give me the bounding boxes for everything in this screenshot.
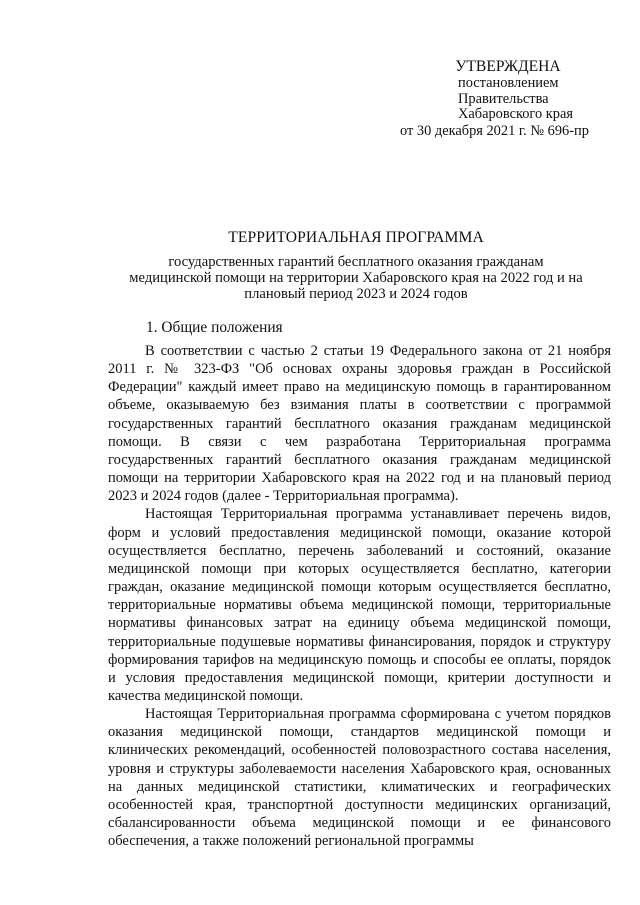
approval-line: Правительства xyxy=(458,90,549,107)
section-heading: 1. Общие положения xyxy=(146,319,283,336)
body-text xyxy=(108,342,611,850)
title-block xyxy=(96,228,616,302)
paragraph: В соответствии с частью 2 статьи 19 Федерального закона от 21 ноября 2011 г. № 323-ФЗ "Об основах охраны здоровья граждан в Российской Федерации" каждый имеет право на медицинскую помощь в гарантированном объеме, оказываемую без взимания платы в соответствии с программой государственных гарантий бесплатного оказания гражданам медицинской помощи. В связи с чем разработана Территориальная программа государственных гарантий бесплатного оказания гражданам медицинской помощи на территории Хабаровского края на 2022 год и на плановый период 2023 и 2024 годов (далее - Территориальная программа). xyxy=(108,343,611,505)
document-subtitle xyxy=(96,255,616,302)
document-title: ТЕРРИТОРИАЛЬНАЯ ПРОГРАММА xyxy=(228,229,484,246)
approval-block xyxy=(400,58,612,139)
subtitle-line: государственных гарантий бесплатного оказания гражданам xyxy=(168,254,544,270)
approval-line: постановлением xyxy=(458,75,559,91)
approval-stamp: УТВЕРЖДЕНА xyxy=(455,58,561,75)
subtitle-line: медицинской помощи на территории Хабаровского края на 2022 год и на xyxy=(129,269,583,286)
approval-date: от 30 декабря 2021 г. № 696-пр xyxy=(400,122,589,139)
approval-line: Хабаровского края xyxy=(458,106,573,123)
subtitle-line: плановый период 2023 и 2024 годов xyxy=(244,285,468,302)
paragraph: Настоящая Территориальная программа устанавливает перечень видов, форм и условий предоставления медицинской помощи, оказание которой осуществляется бесплатно, перечень заболеваний и состояний, оказание медицинской помощи при которых осуществляется бесплатно, категории граждан, оказание медицинской помощи которым осуществляется бесплатно, территориальные нормативы объема медицинской помощи, территориальные нормативы финансовых затрат на единицу объема медицинской помощи, территориальные подушевые нормативы финансирования, порядок и структуру формирования тарифов на медицинскую помощь и способы ее оплаты, порядок и условия предоставления медицинской помощи, критерии доступности и качества медицинской помощи. xyxy=(108,506,611,704)
paragraph: Настоящая Территориальная программа сформирована с учетом порядков оказания медицинской помощи, стандартов медицинской помощи и клинических рекомендаций, особенностей половозрастного состава населения, уровня и структуры заболеваемости населения Хабаровского края, основанных на данных медицинской статистики, климатических и географических особенностей края, транспортной доступности медицинских организаций, сбалансированности объема медицинской помощи и ее финансового обеспечения, а также положений региональной программы xyxy=(108,706,611,850)
